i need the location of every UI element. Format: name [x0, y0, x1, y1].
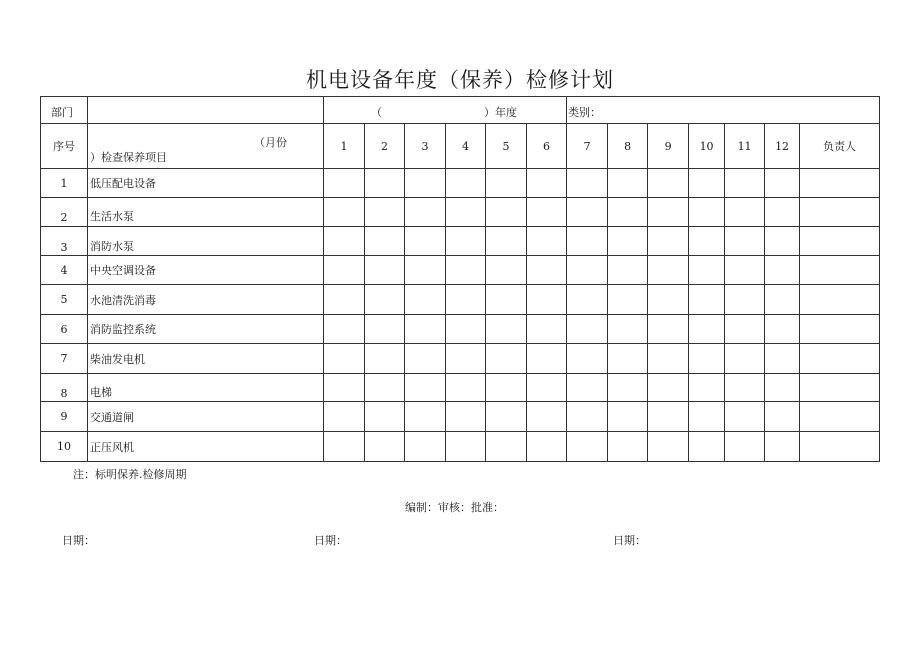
- month-schedule-cell[interactable]: [324, 402, 365, 432]
- month-schedule-cell[interactable]: [648, 256, 689, 285]
- month-header: 10: [689, 124, 725, 169]
- month-schedule-cell[interactable]: [608, 285, 648, 315]
- month-schedule-cell[interactable]: [567, 285, 608, 315]
- month-schedule-cell[interactable]: [405, 227, 446, 256]
- month-schedule-cell[interactable]: [405, 169, 446, 198]
- row-seq: 8: [41, 374, 88, 402]
- month-schedule-cell[interactable]: [324, 374, 365, 402]
- month-schedule-cell[interactable]: [324, 198, 365, 227]
- row-item-name: 消防监控系统: [88, 315, 324, 344]
- month-schedule-cell[interactable]: [365, 227, 405, 256]
- row-item-name: 正压风机: [88, 432, 324, 462]
- month-schedule-cell[interactable]: [324, 432, 365, 462]
- month-schedule-cell[interactable]: [765, 169, 800, 198]
- date-label-3: 日期：: [613, 534, 646, 547]
- responsible-cell[interactable]: [800, 432, 880, 462]
- month-schedule-cell[interactable]: [365, 169, 405, 198]
- month-schedule-cell[interactable]: [527, 402, 567, 432]
- month-schedule-cell[interactable]: [725, 374, 765, 402]
- month-schedule-cell[interactable]: [405, 344, 446, 374]
- month-schedule-cell[interactable]: [405, 256, 446, 285]
- month-header: 3: [405, 124, 446, 169]
- year-open-bracket: （: [371, 106, 382, 119]
- month-schedule-cell[interactable]: [567, 344, 608, 374]
- month-schedule-cell[interactable]: [446, 198, 486, 227]
- month-header-label: （月份: [254, 136, 287, 149]
- month-schedule-cell[interactable]: [486, 432, 527, 462]
- month-schedule-cell[interactable]: [689, 169, 725, 198]
- month-schedule-cell[interactable]: [689, 344, 725, 374]
- table-row: [41, 432, 880, 462]
- table-row: [41, 315, 880, 344]
- row-seq: 4: [41, 256, 88, 285]
- month-schedule-cell[interactable]: [608, 198, 648, 227]
- category-cell[interactable]: [567, 97, 880, 124]
- table-row: [41, 169, 880, 198]
- signoff-line: 编制：审核：批准：: [405, 501, 504, 514]
- month-schedule-cell[interactable]: [648, 374, 689, 402]
- month-schedule-cell[interactable]: [765, 256, 800, 285]
- row-item-name: 水池清洗消毒: [88, 285, 324, 315]
- month-schedule-cell[interactable]: [446, 374, 486, 402]
- responsible-cell[interactable]: [800, 256, 880, 285]
- month-schedule-cell[interactable]: [405, 285, 446, 315]
- month-schedule-cell[interactable]: [486, 374, 527, 402]
- month-schedule-cell[interactable]: [446, 402, 486, 432]
- month-schedule-cell[interactable]: [324, 256, 365, 285]
- month-schedule-cell[interactable]: [486, 169, 527, 198]
- month-header: 5: [486, 124, 527, 169]
- month-schedule-cell[interactable]: [648, 198, 689, 227]
- month-header: 11: [725, 124, 765, 169]
- month-schedule-cell[interactable]: [527, 256, 567, 285]
- month-schedule-cell[interactable]: [765, 344, 800, 374]
- month-schedule-cell[interactable]: [405, 198, 446, 227]
- month-schedule-cell[interactable]: [608, 374, 648, 402]
- month-schedule-cell[interactable]: [765, 374, 800, 402]
- responsible-cell[interactable]: [800, 198, 880, 227]
- month-schedule-cell[interactable]: [446, 169, 486, 198]
- month-schedule-cell[interactable]: [725, 198, 765, 227]
- month-header: 4: [446, 124, 486, 169]
- month-schedule-cell[interactable]: [608, 432, 648, 462]
- month-schedule-cell[interactable]: [567, 169, 608, 198]
- row-item-name: 电梯: [88, 374, 324, 402]
- month-schedule-cell[interactable]: [567, 402, 608, 432]
- row-seq: 5: [41, 285, 88, 315]
- month-schedule-cell[interactable]: [725, 227, 765, 256]
- month-schedule-cell[interactable]: [527, 227, 567, 256]
- month-schedule-cell[interactable]: [648, 344, 689, 374]
- month-schedule-cell[interactable]: [365, 374, 405, 402]
- responsible-cell[interactable]: [800, 285, 880, 315]
- month-schedule-cell[interactable]: [765, 315, 800, 344]
- month-schedule-cell[interactable]: [324, 169, 365, 198]
- item-header-label: ）检查保养项目: [90, 151, 167, 164]
- row-seq: 10: [41, 432, 88, 462]
- month-schedule-cell[interactable]: [405, 315, 446, 344]
- month-item-header: [88, 124, 324, 169]
- responsible-cell[interactable]: [800, 402, 880, 432]
- month-schedule-cell[interactable]: [765, 402, 800, 432]
- date-label-2: 日期：: [314, 534, 347, 547]
- month-schedule-cell[interactable]: [725, 285, 765, 315]
- month-schedule-cell[interactable]: [689, 402, 725, 432]
- month-schedule-cell[interactable]: [689, 285, 725, 315]
- responsible-cell[interactable]: [800, 315, 880, 344]
- month-schedule-cell[interactable]: [365, 344, 405, 374]
- month-schedule-cell[interactable]: [324, 315, 365, 344]
- responsible-header: 负责人: [800, 124, 880, 169]
- month-schedule-cell[interactable]: [405, 432, 446, 462]
- month-schedule-cell[interactable]: [446, 315, 486, 344]
- month-schedule-cell[interactable]: [486, 285, 527, 315]
- month-schedule-cell[interactable]: [446, 227, 486, 256]
- month-header: 6: [527, 124, 567, 169]
- month-header: 1: [324, 124, 365, 169]
- month-schedule-cell[interactable]: [648, 169, 689, 198]
- month-schedule-cell[interactable]: [689, 198, 725, 227]
- month-schedule-cell[interactable]: [689, 374, 725, 402]
- month-schedule-cell[interactable]: [725, 315, 765, 344]
- month-schedule-cell[interactable]: [527, 285, 567, 315]
- date-label-1: 日期：: [62, 534, 95, 547]
- month-schedule-cell[interactable]: [725, 169, 765, 198]
- month-schedule-cell[interactable]: [486, 402, 527, 432]
- month-schedule-cell[interactable]: [608, 169, 648, 198]
- month-header-row: [41, 124, 880, 169]
- row-item-name: 柴油发电机: [88, 344, 324, 374]
- month-schedule-cell[interactable]: [365, 432, 405, 462]
- month-schedule-cell[interactable]: [527, 374, 567, 402]
- month-header: 7: [567, 124, 608, 169]
- month-schedule-cell[interactable]: [608, 402, 648, 432]
- month-header: 9: [648, 124, 689, 169]
- month-schedule-cell[interactable]: [725, 256, 765, 285]
- table-row: [41, 344, 880, 374]
- month-schedule-cell[interactable]: [689, 432, 725, 462]
- month-schedule-cell[interactable]: [527, 432, 567, 462]
- month-schedule-cell[interactable]: [527, 198, 567, 227]
- month-schedule-cell[interactable]: [405, 402, 446, 432]
- month-schedule-cell[interactable]: [567, 315, 608, 344]
- table-row: [41, 198, 880, 227]
- month-schedule-cell[interactable]: [446, 256, 486, 285]
- month-schedule-cell[interactable]: [486, 315, 527, 344]
- month-schedule-cell[interactable]: [765, 432, 800, 462]
- page-title: 机电设备年度（保养）检修计划: [306, 68, 614, 92]
- month-schedule-cell[interactable]: [608, 315, 648, 344]
- month-schedule-cell[interactable]: [689, 227, 725, 256]
- row-item-name: 消防水泵: [88, 227, 324, 256]
- row-item-name: 交通道闸: [88, 402, 324, 432]
- month-schedule-cell[interactable]: [567, 374, 608, 402]
- row-item-name: 生活水泵: [88, 198, 324, 227]
- row-item-name: 中央空调设备: [88, 256, 324, 285]
- month-header: 2: [365, 124, 405, 169]
- dept-label: 部门: [41, 97, 88, 124]
- month-schedule-cell[interactable]: [486, 198, 527, 227]
- month-schedule-cell[interactable]: [527, 344, 567, 374]
- month-schedule-cell[interactable]: [725, 402, 765, 432]
- table-row: [41, 374, 880, 402]
- month-header: 12: [765, 124, 800, 169]
- month-schedule-cell[interactable]: [446, 285, 486, 315]
- month-schedule-cell[interactable]: [365, 285, 405, 315]
- month-schedule-cell[interactable]: [405, 374, 446, 402]
- table-row: [41, 256, 880, 285]
- month-schedule-cell[interactable]: [689, 256, 725, 285]
- month-schedule-cell[interactable]: [725, 344, 765, 374]
- year-label: ）年度: [484, 106, 517, 119]
- maintenance-plan-table: [40, 96, 880, 462]
- month-schedule-cell[interactable]: [608, 344, 648, 374]
- month-schedule-cell[interactable]: [725, 432, 765, 462]
- table-row: [41, 402, 880, 432]
- month-schedule-cell[interactable]: [365, 256, 405, 285]
- row-seq: 2: [41, 198, 88, 227]
- row-seq: 3: [41, 227, 88, 256]
- month-schedule-cell[interactable]: [689, 315, 725, 344]
- month-schedule-cell[interactable]: [648, 432, 689, 462]
- month-schedule-cell[interactable]: [765, 285, 800, 315]
- responsible-cell[interactable]: [800, 374, 880, 402]
- month-schedule-cell[interactable]: [567, 256, 608, 285]
- table-header-row: [41, 97, 880, 124]
- row-item-name: 低压配电设备: [88, 169, 324, 198]
- row-seq: 7: [41, 344, 88, 374]
- row-seq: 9: [41, 402, 88, 432]
- month-schedule-cell[interactable]: [324, 285, 365, 315]
- dept-value-cell[interactable]: [88, 97, 324, 124]
- month-schedule-cell[interactable]: [608, 256, 648, 285]
- year-cell[interactable]: [324, 97, 567, 124]
- row-seq: 1: [41, 169, 88, 198]
- footnote: 注：标明保养.检修周期: [73, 468, 187, 481]
- category-label: 类别：: [568, 106, 602, 119]
- month-schedule-cell[interactable]: [567, 198, 608, 227]
- month-schedule-cell[interactable]: [365, 198, 405, 227]
- seq-header: 序号: [41, 124, 88, 169]
- month-schedule-cell[interactable]: [324, 227, 365, 256]
- table-row: [41, 227, 880, 256]
- month-schedule-cell[interactable]: [567, 432, 608, 462]
- responsible-cell[interactable]: [800, 344, 880, 374]
- month-schedule-cell[interactable]: [648, 315, 689, 344]
- month-schedule-cell[interactable]: [446, 432, 486, 462]
- month-schedule-cell[interactable]: [765, 227, 800, 256]
- month-schedule-cell[interactable]: [648, 402, 689, 432]
- month-schedule-cell[interactable]: [765, 198, 800, 227]
- month-schedule-cell[interactable]: [324, 344, 365, 374]
- month-schedule-cell[interactable]: [608, 227, 648, 256]
- month-schedule-cell[interactable]: [648, 285, 689, 315]
- month-schedule-cell[interactable]: [446, 344, 486, 374]
- table-row: [41, 285, 880, 315]
- month-schedule-cell[interactable]: [527, 315, 567, 344]
- month-schedule-cell[interactable]: [648, 227, 689, 256]
- month-schedule-cell[interactable]: [527, 169, 567, 198]
- month-header: 8: [608, 124, 648, 169]
- month-schedule-cell[interactable]: [365, 402, 405, 432]
- responsible-cell[interactable]: [800, 169, 880, 198]
- month-schedule-cell[interactable]: [567, 227, 608, 256]
- row-seq: 6: [41, 315, 88, 344]
- responsible-cell[interactable]: [800, 227, 880, 256]
- month-schedule-cell[interactable]: [486, 256, 527, 285]
- month-schedule-cell[interactable]: [365, 315, 405, 344]
- month-schedule-cell[interactable]: [486, 344, 527, 374]
- month-schedule-cell[interactable]: [486, 227, 527, 256]
